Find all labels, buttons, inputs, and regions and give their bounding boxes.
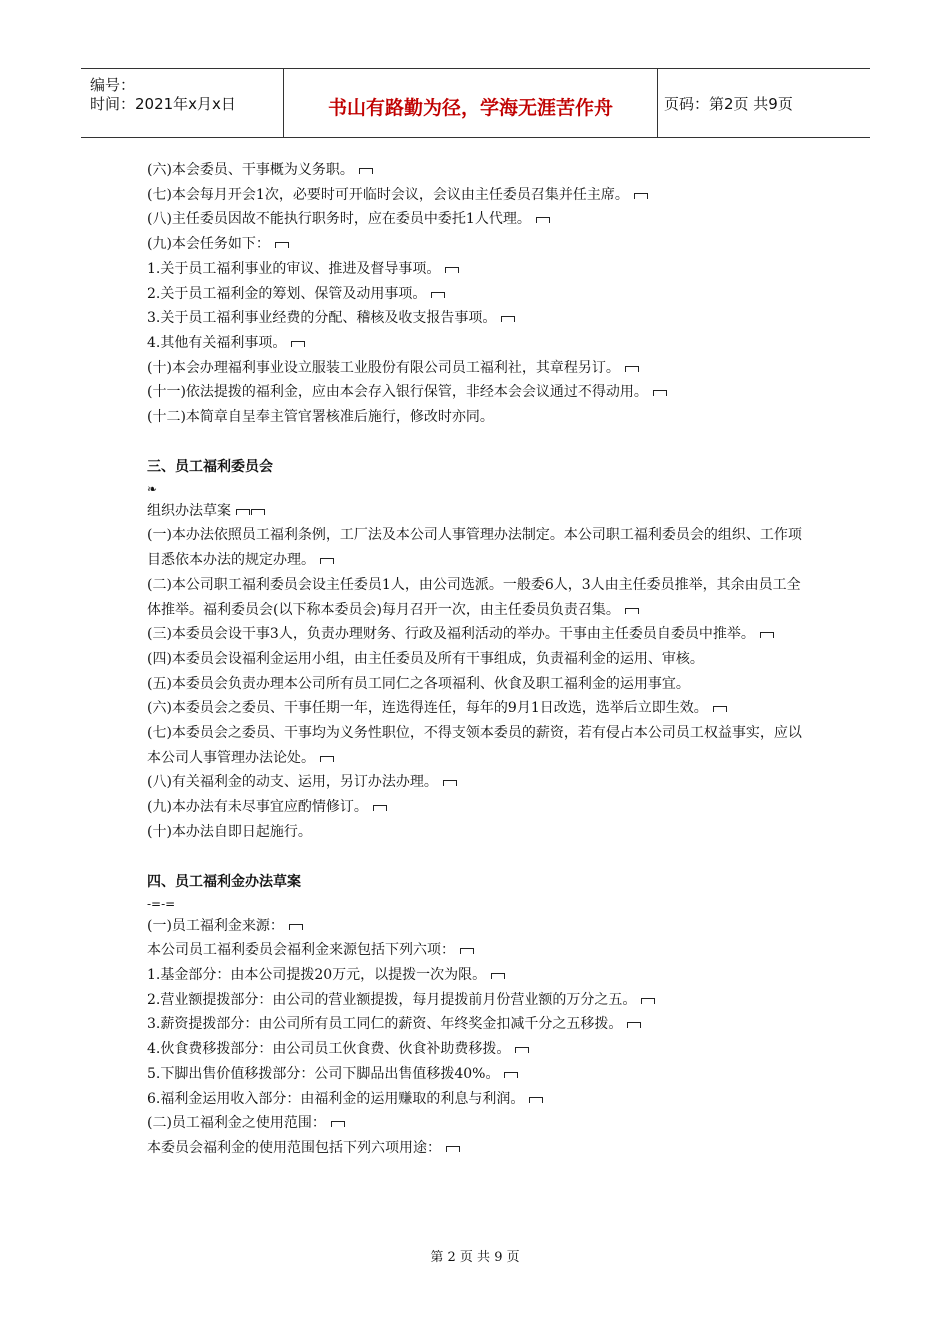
paragraph: 5.下脚出售价值移拨部分：公司下脚品出售值移拨40%。 — [147, 1062, 807, 1087]
section3-paragraphs — [147, 523, 807, 844]
paragraph: (九)本办法有未尽事宜应酌情修订。 — [147, 795, 807, 820]
header-motto: 书山有路勤为径，学海无涯苦作舟 — [327, 97, 613, 119]
paragraph-mark-icon — [713, 706, 727, 712]
paragraph: (一)本办法依照员工福利条例，工厂法及本公司人事管理办法制定。本公司职工福利委员会的组织、工作项目悉依本办法的规定办理。 — [147, 527, 802, 569]
paragraph: (十一)依法提拨的福利金，应由本会存入银行保管，非经本会会议通过不得动用。 — [147, 380, 807, 405]
paragraph-mark-icon — [431, 292, 445, 298]
paragraph-mark-icon — [634, 193, 648, 199]
paragraph-mark-icon — [627, 1022, 641, 1028]
paragraph-mark-icon — [536, 217, 550, 223]
paragraph: 6.福利金运用收入部分：由福利金的运用赚取的利息与利润。 — [147, 1087, 807, 1112]
paragraph: 1.关于员工福利事业的审议、推进及督导事项。 — [147, 257, 807, 282]
paragraph: 4.其他有关福利事项。 — [147, 331, 807, 356]
section3-title: 三、员工福利委员会 — [147, 458, 273, 475]
paragraph-mark-icon — [443, 780, 457, 786]
paragraph-mark-icon — [653, 390, 667, 396]
paragraph-mark-icon — [625, 608, 639, 614]
header-right-cell — [658, 69, 870, 137]
section4-ornament: -=-= — [147, 896, 176, 911]
document-date: 时间：2021年x月x日 — [90, 95, 236, 113]
paragraph-mark-icon — [641, 998, 655, 1004]
document-body — [147, 158, 807, 1161]
paragraph: (六)本会委员、干事概为义务职。 — [147, 158, 807, 183]
paragraph-mark-icon — [320, 558, 334, 564]
paragraph: (八)有关福利金的动支、运用，另订办法办理。 — [147, 770, 807, 795]
paragraph: 4.伙食费移拨部分：由公司员工伙食费、伙食补助费移拨。 — [147, 1037, 807, 1062]
paragraph-mark-icon — [446, 1146, 460, 1152]
paragraph-mark-icon — [275, 242, 289, 248]
header-left-cell — [81, 69, 284, 137]
paragraph: 本委员会福利金的使用范围包括下列六项用途： — [147, 1136, 807, 1161]
paragraph: (七)本委员会之委员、干事均为义务性职位，不得支领本委员的薪资，若有侵占本公司员工权益事实，应以本公司人事管理办法论处。 — [147, 725, 802, 766]
paragraph: (二)员工福利金之使用范围： — [147, 1111, 807, 1136]
paragraph-mark-icon — [289, 924, 303, 930]
paragraph: (七)本会每月开会1次，必要时可开临时会议，会议由主任委员召集并任主席。 — [147, 183, 807, 208]
paragraph: (九)本会任务如下： — [147, 232, 807, 257]
paragraph: (六)本委员会之委员、干事任期一年，连选得连任，每年的9月1日改选，选举后立即生效。 — [147, 696, 807, 721]
section4-paragraphs — [147, 914, 807, 1161]
document-number-label: 编号： — [90, 76, 136, 94]
paragraph-mark-icon — [460, 948, 474, 954]
paragraph: (四)本委员会设福利金运用小组，由主任委员及所有干事组成，负责福利金的运用、审核。 — [147, 650, 704, 667]
paragraph: (二)本公司职工福利委员会设主任委员1人，由公司选派。一般委6人，3人由主任委员推举，其余由员工全体推举。福利委员会(以下称本委员会)每月召开一次，由主任委员负责召集。 — [147, 576, 801, 618]
paragraph-mark-icon — [373, 805, 387, 811]
paragraph-mark-icon — [760, 632, 774, 638]
paragraph: 3.薪资提拨部分：由公司所有员工同仁的薪资、年终奖金扣减千分之五移拨。 — [147, 1012, 807, 1037]
paragraph: (一)员工福利金来源： — [147, 914, 807, 939]
intro-paragraphs — [147, 158, 807, 430]
header-page-info: 页码：第2页 共9页 — [664, 95, 793, 113]
section3-subtitle: 组织办法草案 — [147, 499, 807, 524]
paragraph: (十二)本简章自呈奉主管官署核准后施行，修改时亦同。 — [147, 409, 494, 426]
paragraph: (八)主任委员因故不能执行职务时，应在委员中委托1人代理。 — [147, 207, 807, 232]
paragraph: 1.基金部分：由本公司提拨20万元，以提拨一次为限。 — [147, 963, 807, 988]
paragraph-mark-icon — [445, 267, 459, 273]
paragraph: 3.关于员工福利事业经费的分配、稽核及收支报告事项。 — [147, 306, 807, 331]
paragraph-mark-icon — [491, 973, 505, 979]
paragraph: (五)本委员会负责办理本公司所有员工同仁之各项福利、伙食及职工福利金的运用事宜。 — [147, 675, 690, 692]
paragraph: (十)本办法自即日起施行。 — [147, 823, 312, 840]
paragraph: (三)本委员会设干事3人，负责办理财务、行政及福利活动的举办。干事由主任委员自委员中推举。 — [147, 622, 807, 647]
page-header — [81, 68, 870, 138]
paragraph-mark-icon — [359, 168, 373, 174]
paragraph-mark-icon — [504, 1072, 518, 1078]
paragraph-mark-icon — [501, 316, 515, 322]
paragraph-mark-icon — [529, 1097, 543, 1103]
paragraph-mark-icon — [625, 366, 639, 372]
paragraph-mark-icon — [320, 756, 334, 762]
paragraph: 本公司员工福利委员会福利金来源包括下列六项： — [147, 938, 807, 963]
page-footer: 第 2 页 共 9 页 — [430, 1250, 520, 1265]
header-middle-cell — [284, 69, 658, 137]
paragraph: 2.关于员工福利金的筹划、保管及动用事项。 — [147, 282, 807, 307]
paragraph: 2.营业额提拨部分：由公司的营业额提拨，每月提拨前月份营业额的万分之五。 — [147, 988, 807, 1013]
paragraph-mark-icon — [331, 1121, 345, 1127]
paragraph-mark-icon — [515, 1047, 529, 1053]
paragraph: (十)本会办理福利事业设立服装工业股份有限公司员工福利社，其章程另订。 — [147, 356, 807, 381]
section4-title: 四、员工福利金办法草案 — [147, 873, 301, 890]
section3-ornament: ❧ — [147, 481, 158, 496]
paragraph-mark-icon — [291, 341, 305, 347]
